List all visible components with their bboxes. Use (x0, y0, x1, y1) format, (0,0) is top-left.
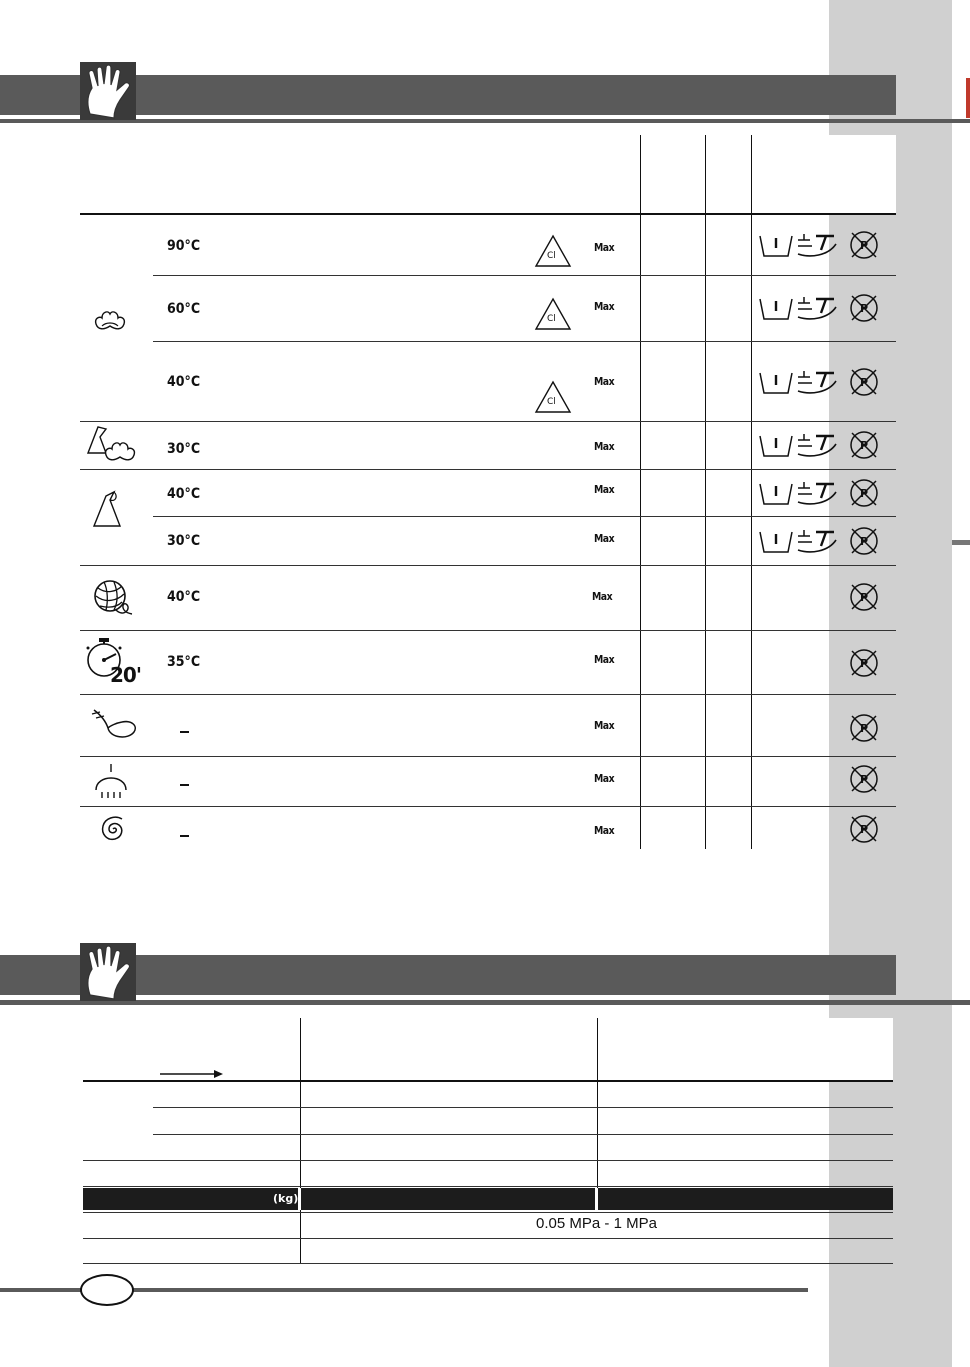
no-dry-clean-icon (848, 763, 880, 795)
t2-row-sep (83, 1263, 893, 1264)
quick-label: 20' (110, 663, 141, 687)
svg-text:P: P (860, 376, 869, 389)
capacity-row-gap (595, 1188, 598, 1210)
program-temp: 40°C (167, 589, 201, 605)
svg-text:P: P (860, 823, 869, 836)
hand-icon (80, 943, 136, 1001)
capacity-row-gap (298, 1188, 301, 1210)
row-sep (153, 516, 896, 517)
cotton-flower-icon (92, 304, 128, 334)
spin-icon (96, 812, 130, 846)
svg-text:P: P (860, 439, 869, 452)
page-edge-strip (952, 0, 970, 1367)
no-dry-clean-icon (848, 647, 880, 679)
page-number-oval (80, 1274, 134, 1306)
quick-20-icon (80, 636, 146, 688)
max-load: Max (594, 300, 615, 313)
wash-tub-icon (758, 478, 840, 508)
section1-header-rule (0, 119, 970, 123)
t2-row-sep (83, 1160, 893, 1161)
svg-text:P: P (860, 657, 869, 670)
svg-text:P: P (860, 773, 869, 786)
max-load: Max (594, 375, 615, 388)
row-sep (80, 565, 896, 566)
wash-tub-icon (758, 526, 840, 556)
no-dry-clean-icon (848, 712, 880, 744)
t2-row-sep (83, 1080, 893, 1082)
capacity-row (83, 1188, 893, 1210)
program-temp: 35°C (167, 654, 201, 670)
t2-row-sep (83, 1238, 893, 1239)
wash-tub-icon (758, 230, 840, 260)
triangle-cl-icon: Cl (534, 380, 572, 414)
svg-text:P: P (860, 722, 869, 735)
wash-tub-icon (758, 293, 840, 323)
col-divider-2 (705, 135, 706, 849)
row-sep (80, 421, 896, 422)
row-sep (153, 341, 896, 342)
program-temp: 60°C (167, 301, 201, 317)
svg-text:P: P (860, 239, 869, 252)
row-sep (80, 630, 896, 631)
max-load: Max (594, 440, 615, 453)
svg-text:P: P (860, 535, 869, 548)
col-divider-3 (751, 135, 752, 849)
svg-text:P: P (860, 302, 869, 315)
row-sep (80, 756, 896, 757)
max-load: Max (594, 532, 615, 545)
table1-top-rule (80, 213, 896, 215)
program-temp: 30°C (167, 441, 201, 457)
no-dry-clean-icon (848, 292, 880, 324)
max-load: Max (594, 241, 615, 254)
program-temp: 40°C (167, 486, 201, 502)
row-sep (80, 469, 896, 470)
col-divider-1 (640, 135, 641, 849)
svg-text:P: P (860, 487, 869, 500)
wash-tub-icon (758, 430, 840, 460)
drain-icon (92, 764, 132, 800)
max-load: Max (594, 772, 615, 785)
page-edge-marker (966, 78, 970, 118)
no-dry-clean-icon (848, 477, 880, 509)
max-load: Max (592, 590, 613, 603)
no-dry-clean-icon (848, 581, 880, 613)
section2-header-rule (0, 1000, 970, 1005)
program-temp: 30°C (167, 533, 201, 549)
program-temp: 90°C (167, 238, 201, 254)
table1-header-right (640, 135, 896, 215)
triangle-cl-icon: Cl (534, 234, 572, 268)
max-load: Max (594, 653, 615, 666)
svg-text:P: P (860, 591, 869, 604)
no-temp-dash (180, 731, 189, 733)
no-dry-clean-icon (848, 229, 880, 261)
max-load: Max (594, 719, 615, 732)
wash-tub-icon (758, 367, 840, 397)
no-temp-dash (180, 784, 189, 786)
rinse-icon (88, 702, 140, 744)
page-edge-gray (952, 540, 970, 545)
hand-icon (80, 62, 136, 120)
max-load: Max (594, 824, 615, 837)
row-sep (153, 275, 896, 276)
synthetic-icon (90, 488, 130, 532)
t2-row-sep (83, 1186, 893, 1187)
kg-label: (kg) (273, 1192, 299, 1205)
water-pressure-value: 0.05 MPa - 1 MPa (536, 1215, 657, 1232)
row-sep (80, 694, 896, 695)
arrow (160, 1064, 224, 1074)
wool-ball-icon (86, 574, 138, 624)
no-dry-clean-icon (848, 525, 880, 557)
no-temp-dash (180, 835, 189, 837)
max-load: Max (594, 483, 615, 496)
no-dry-clean-icon (848, 813, 880, 845)
program-temp: 40°C (167, 374, 201, 390)
no-dry-clean-icon (848, 429, 880, 461)
no-dry-clean-icon (848, 366, 880, 398)
t2-row-sep (153, 1134, 893, 1135)
mixed-fabric-icon (84, 423, 140, 467)
t2-col-divider-2 (597, 1018, 598, 1188)
triangle-cl-icon: Cl (534, 297, 572, 331)
row-sep (80, 806, 896, 807)
t2-row-sep (153, 1107, 893, 1108)
t2-row-sep (83, 1212, 893, 1213)
